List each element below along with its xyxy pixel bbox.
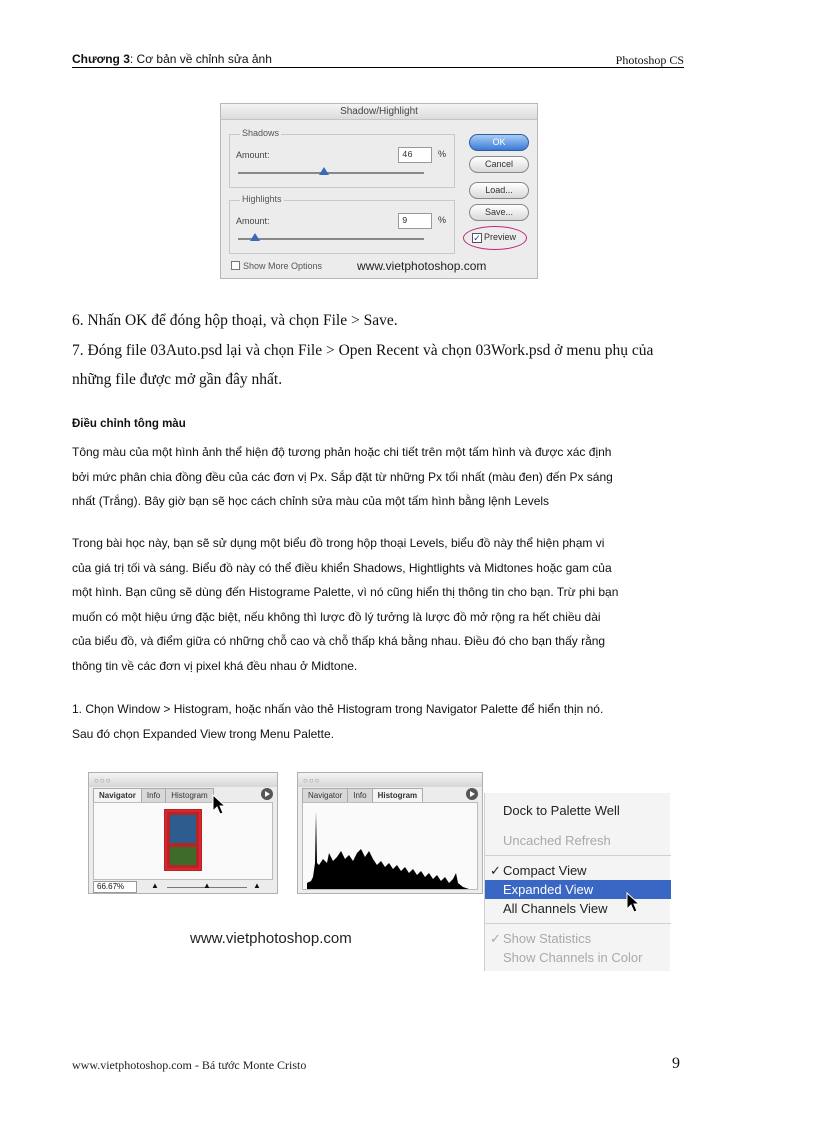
paragraph-line: của biểu đồ, và điểm giữa có những chỗ cao và chỗ thấp khá bằng nhau. Điều đó cho bạn thấy rằng xyxy=(72,634,606,648)
figure-watermark: www.vietphotoshop.com xyxy=(190,930,352,947)
panel-titlebar xyxy=(298,773,482,787)
show-more-options-label: Show More Options xyxy=(243,261,323,271)
paragraph-line: bởi mức phân chia đồng đều của các đơn vị Px. Sắp đặt từ những Px tối nhất (màu đen) đến Px sáng xyxy=(72,469,613,484)
menu-item-label: Show Statistics xyxy=(503,931,592,946)
menu-separator xyxy=(485,923,671,924)
step-7-line-2: những file được mở gần đây nhất. xyxy=(72,371,283,388)
highlights-label: Highlights xyxy=(242,194,282,204)
section-heading: Điều chỉnh tông màu xyxy=(72,418,186,430)
tab-info[interactable]: Info xyxy=(347,788,372,802)
palette-flyout-menu xyxy=(484,793,670,971)
show-more-options[interactable] xyxy=(231,261,322,271)
histogram-area xyxy=(302,802,478,890)
highlights-amount-label: Amount: xyxy=(236,216,270,226)
histogram-tabs xyxy=(302,788,422,802)
navigator-preview xyxy=(93,802,273,880)
save-button[interactable]: Save... xyxy=(469,204,529,221)
dialog-title: Shadow/Highlight xyxy=(221,104,537,120)
palette-menu-button-icon[interactable] xyxy=(261,788,273,800)
window-glass xyxy=(170,815,196,843)
page-number: 9 xyxy=(672,1055,680,1072)
menu-item-uncached-refresh[interactable] xyxy=(485,831,671,850)
highlights-amount-input[interactable]: 9 xyxy=(398,213,432,229)
menu-separator xyxy=(485,855,671,856)
paragraph-line: một hình. Bạn cũng sẽ dùng đến Histograme Palette, vì nó cũng hiển thị thông tin cho bạn. Trừ phi bạn xyxy=(72,585,619,599)
navigator-zoom-bar xyxy=(93,881,273,893)
flower-box xyxy=(170,847,196,865)
paragraph-line: Sau đó chọn Expanded View trong Menu Palette. xyxy=(72,726,334,741)
load-button[interactable]: Load... xyxy=(469,182,529,199)
paragraph-line: muốn có một hiệu ứng đặc biệt, nếu không thì lược đồ lý tưởng là lược đồ mở rộng ra hết chiều dài xyxy=(72,609,601,624)
footer-text: www.vietphotoshop.com - Bá tước Monte Cristo xyxy=(72,1058,307,1072)
preview-highlight-ring xyxy=(463,226,527,250)
highlights-slider[interactable] xyxy=(238,238,424,240)
navigator-thumbnail xyxy=(94,803,272,879)
shadows-group xyxy=(229,128,455,188)
paragraph-line: của giá trị tối và sáng. Biểu đồ này có thể điều khiển Shadows, Hightlights và Midtones hoặc gam của xyxy=(72,560,612,575)
preview-label: Preview xyxy=(484,232,517,242)
tab-navigator[interactable]: Navigator xyxy=(93,788,142,802)
show-more-options-checkbox[interactable] xyxy=(231,261,240,270)
mouse-cursor-icon xyxy=(212,794,226,816)
highlights-percent-unit: % xyxy=(438,215,447,225)
step-6: 6. Nhấn OK để đóng hộp thoại, và chọn File > Save. xyxy=(72,312,398,329)
histogram-shape xyxy=(307,811,469,889)
zoom-slider-thumb[interactable]: ▲ xyxy=(203,881,211,890)
histogram-graph xyxy=(303,803,477,889)
navigator-tabs xyxy=(93,788,213,802)
menu-item-label: All Channels View xyxy=(503,901,608,916)
shadows-slider[interactable] xyxy=(238,172,424,174)
tab-navigator[interactable]: Navigator xyxy=(302,788,348,802)
step-7-line-1: 7. Đóng file 03Auto.psd lại và chọn File > Open Recent và chọn 03Work.psd ở menu phụ của xyxy=(72,342,654,359)
paragraph-line: thông tin về các đơn vị pixel khá đều nhau ở Midtone. xyxy=(72,658,358,673)
menu-item-dock-to-palette-well[interactable] xyxy=(485,801,671,820)
zoom-in-icon[interactable]: ▲ xyxy=(253,881,261,890)
paragraph-line: nhất (Trắng). Bây giờ bạn sẽ học cách chỉnh sửa màu của một tấm hình bằng lệnh Levels xyxy=(72,494,550,508)
menu-item-show-channels-in-color[interactable] xyxy=(485,948,671,967)
menu-item-label: Uncached Refresh xyxy=(503,833,611,848)
tab-info[interactable]: Info xyxy=(141,788,166,802)
preview-checkbox[interactable]: ✓ xyxy=(473,233,481,243)
zoom-out-icon[interactable]: ▲ xyxy=(151,881,159,890)
menu-item-show-statistics[interactable] xyxy=(485,929,671,948)
menu-item-label: Expanded View xyxy=(503,882,594,897)
tab-histogram[interactable]: Histogram xyxy=(165,788,213,802)
shadows-amount-label: Amount: xyxy=(236,150,270,160)
highlights-group xyxy=(229,194,455,254)
shadows-amount-input[interactable]: 46 xyxy=(398,147,432,163)
paragraph-1 xyxy=(72,440,684,514)
paragraph-2 xyxy=(72,531,684,678)
dialog-watermark: www.vietphotoshop.com xyxy=(357,259,487,273)
shadows-slider-thumb[interactable] xyxy=(319,167,329,175)
window-buttons-icon[interactable]: ○○○ xyxy=(94,776,112,785)
paragraph-line: Tông màu của một hình ảnh thể hiện độ tương phản hoặc chi tiết trên một tấm hình và được xác định xyxy=(72,445,612,459)
check-mark-icon: ✓ xyxy=(490,931,501,946)
chapter-heading xyxy=(72,52,272,66)
window-buttons-icon[interactable]: ○○○ xyxy=(303,776,321,785)
highlights-slider-thumb[interactable] xyxy=(250,233,260,241)
shadows-percent-unit: % xyxy=(438,149,447,159)
mouse-cursor-icon xyxy=(626,892,640,914)
shadows-label: Shadows xyxy=(242,128,280,138)
zoom-field[interactable]: 66.67% xyxy=(93,881,137,893)
panel-titlebar xyxy=(89,773,277,787)
paragraph-3 xyxy=(72,697,684,746)
palette-menu-button-icon[interactable] xyxy=(466,788,478,800)
chapter-label: Chương 3 xyxy=(72,52,130,66)
menu-item-label: Show Channels in Color xyxy=(503,950,643,965)
page-header xyxy=(72,52,684,68)
menu-item-expanded-view[interactable] xyxy=(485,880,671,899)
tab-histogram[interactable]: Histogram xyxy=(372,788,424,802)
menu-item-compact-view[interactable] xyxy=(485,861,671,880)
paragraph-line: Trong bài học này, bạn sẽ sử dụng một biểu đồ trong hộp thoại Levels, biểu đồ này thể hiện phạm vi xyxy=(72,536,605,550)
shadow-highlight-dialog xyxy=(220,103,538,279)
histogram-panel xyxy=(297,772,483,894)
cancel-button[interactable]: Cancel xyxy=(469,156,529,173)
menu-item-label: Dock to Palette Well xyxy=(503,803,620,818)
paragraph-line: 1. Chọn Window > Histogram, hoặc nhấn vào thẻ Histogram trong Navigator Palette để hiển thịn nó. xyxy=(72,702,604,716)
book-title: Photoshop CS xyxy=(615,53,684,67)
menu-item-all-channels-view[interactable] xyxy=(485,899,671,918)
menu-item-label: Compact View xyxy=(503,863,587,878)
chapter-title: : Cơ bản về chỉnh sửa ảnh xyxy=(129,52,272,66)
check-mark-icon: ✓ xyxy=(490,863,501,878)
navigator-panel xyxy=(88,772,278,894)
ok-button[interactable]: OK xyxy=(469,134,529,151)
